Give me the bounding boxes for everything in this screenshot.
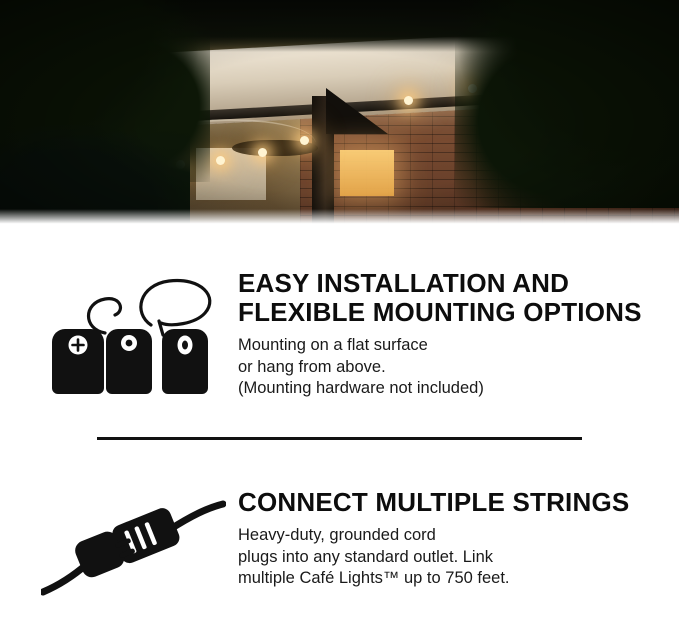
- section-easy-installation: [0, 225, 679, 407]
- section-divider: [97, 437, 582, 440]
- easy-installation-body-line-2: or hang from above.: [238, 357, 386, 376]
- easy-installation-body-line-3: (Mounting hardware not included): [238, 379, 484, 398]
- connect-strings-body-line-1: Heavy-duty, grounded cord: [238, 526, 436, 545]
- photo-bottom-fade: [0, 209, 679, 225]
- hero-photo: [0, 0, 679, 225]
- mounting-hardware-icon: [43, 267, 223, 407]
- easy-installation-heading: EASY INSTALLATION AND FLEXIBLE MOUNTING OPTIONS: [238, 268, 642, 328]
- easy-installation-copy: [238, 267, 651, 400]
- mounting-hardware-illustration: [28, 267, 238, 407]
- plug-connector-icon: [41, 486, 226, 606]
- connect-strings-body-line-2: plugs into any standard outlet. Link: [238, 547, 494, 566]
- divider-container: [0, 407, 679, 462]
- easy-installation-body-line-1: Mounting on a flat surface: [238, 336, 428, 355]
- connect-strings-heading: CONNECT MULTIPLE STRINGS: [238, 487, 630, 517]
- plug-connector-illustration: [28, 486, 238, 606]
- photo-vignette: [0, 0, 679, 225]
- connect-strings-copy: [238, 486, 651, 589]
- connect-strings-body-line-3: multiple Café Lights™ up to 750 feet.: [238, 568, 510, 587]
- section-connect-multiple-strings: [0, 462, 679, 606]
